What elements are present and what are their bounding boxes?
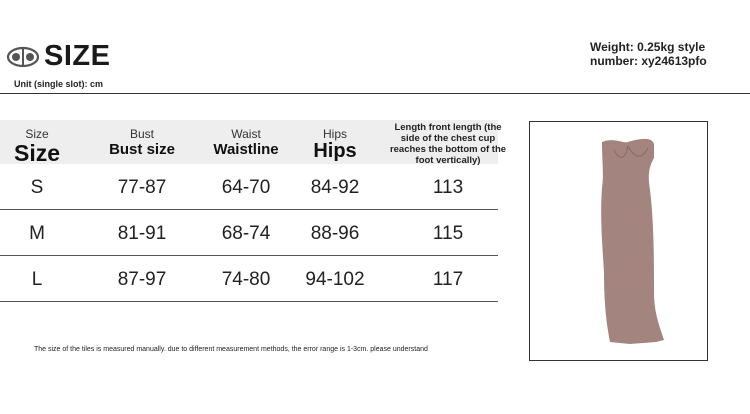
table-row bbox=[0, 210, 498, 256]
table-cell-size: S bbox=[30, 177, 44, 198]
column-header-big: Bust size bbox=[109, 141, 175, 158]
table-row bbox=[0, 256, 498, 302]
measurement-footnote: The size of the tiles is measured manually. due to different measurement methods, the error range is 1-3cm. please understand bbox=[34, 346, 428, 353]
size-table bbox=[0, 120, 507, 302]
column-header-waist bbox=[198, 120, 294, 164]
table-cell-length: 115 bbox=[432, 223, 464, 244]
header-divider bbox=[0, 93, 750, 94]
table-cell-bust: 77-87 bbox=[117, 177, 167, 198]
table-cell-hips: 94-102 bbox=[305, 269, 365, 290]
table-cell-length: 113 bbox=[432, 177, 464, 198]
strapless-maxi-dress-image bbox=[530, 122, 707, 360]
table-cell-waist: 64-70 bbox=[221, 177, 271, 198]
table-header bbox=[0, 120, 507, 166]
table-cell-size: L bbox=[31, 269, 43, 290]
unit-label: Unit (single slot): cm bbox=[14, 79, 104, 89]
table-cell-waist: 74-80 bbox=[221, 269, 271, 290]
column-header-size bbox=[0, 120, 74, 164]
table-cell-hips: 84-92 bbox=[310, 177, 360, 198]
table-cell-bust: 81-91 bbox=[117, 223, 167, 244]
product-info bbox=[590, 40, 707, 68]
column-header-big: Hips bbox=[313, 140, 357, 162]
style-number-line: number: xy24613pfo bbox=[590, 54, 707, 68]
column-header-big: Waistline bbox=[213, 141, 279, 158]
column-header-small: Size bbox=[25, 127, 49, 141]
column-header-bust bbox=[94, 120, 190, 164]
dress-shape bbox=[601, 139, 664, 344]
page-title: SIZE bbox=[44, 40, 111, 72]
column-header-length bbox=[386, 120, 510, 164]
product-photo-frame bbox=[529, 121, 708, 361]
table-cell-hips: 88-96 bbox=[310, 223, 360, 244]
column-header-small: Waist bbox=[231, 127, 261, 141]
column-header-small: Bust bbox=[129, 127, 154, 141]
header bbox=[0, 0, 750, 93]
column-header-big: Size bbox=[13, 140, 61, 166]
weight-line: Weight: 0.25kg style bbox=[590, 40, 706, 54]
column-header-small: Hips bbox=[322, 127, 347, 141]
table-cell-bust: 87-97 bbox=[117, 269, 167, 290]
table-cell-size: M bbox=[29, 223, 45, 244]
table-cell-waist: 68-74 bbox=[221, 223, 271, 244]
brand-logo-icon bbox=[6, 43, 40, 71]
table-cell-length: 117 bbox=[432, 269, 464, 290]
table-row bbox=[0, 164, 498, 210]
column-header-big: Length front length (the side of the chest cup reaches the bottom of the foot vertically) bbox=[389, 122, 507, 166]
column-header-hips bbox=[290, 120, 380, 164]
